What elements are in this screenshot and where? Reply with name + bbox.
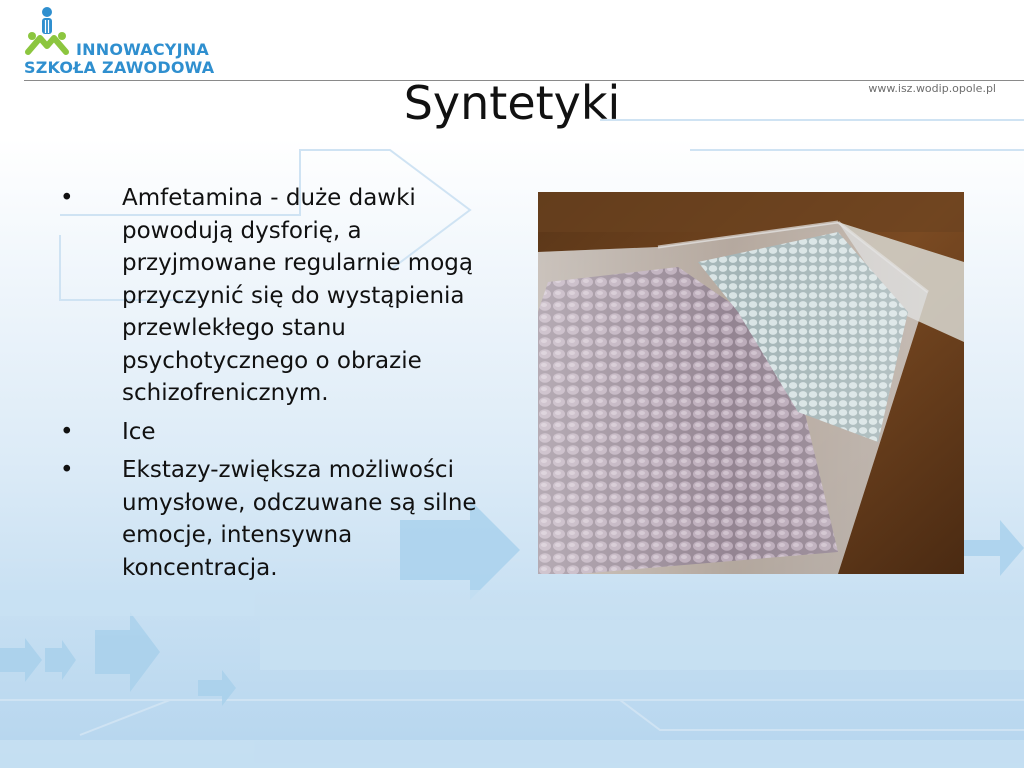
bullet-text: Amfetamina - duże dawki powodują dysforię, a przyjmowane regularnie mogą przyczynić się do wystąpienia przewlekłego stanu psychotycznego o obrazie schizofrenicznym. (122, 185, 473, 406)
list-item (56, 416, 496, 449)
logo-text-line2: SZKOŁA ZAWODOWA (24, 58, 215, 77)
bullet-marker: • (60, 185, 74, 211)
bullet-marker: • (60, 418, 74, 445)
website-url: www.isz.wodip.opole.pl (868, 82, 996, 95)
list-item (56, 182, 496, 410)
slide-title: Syntetyki (403, 76, 621, 130)
logo-text-line1: INNOWACYJNA (76, 40, 209, 59)
pills-photo-image (538, 192, 964, 574)
bullet-marker: • (60, 457, 74, 483)
bullet-list (56, 182, 496, 590)
bullet-text: Ekstazy-zwiększa możliwości umysłowe, odczuwane są silne emocje, intensywna koncentracja. (122, 457, 477, 581)
logo-people-icon (24, 6, 70, 58)
logo (24, 6, 224, 78)
list-item (56, 454, 496, 584)
bullet-text: Ice (122, 418, 156, 445)
pills-bag-photo (538, 192, 964, 574)
